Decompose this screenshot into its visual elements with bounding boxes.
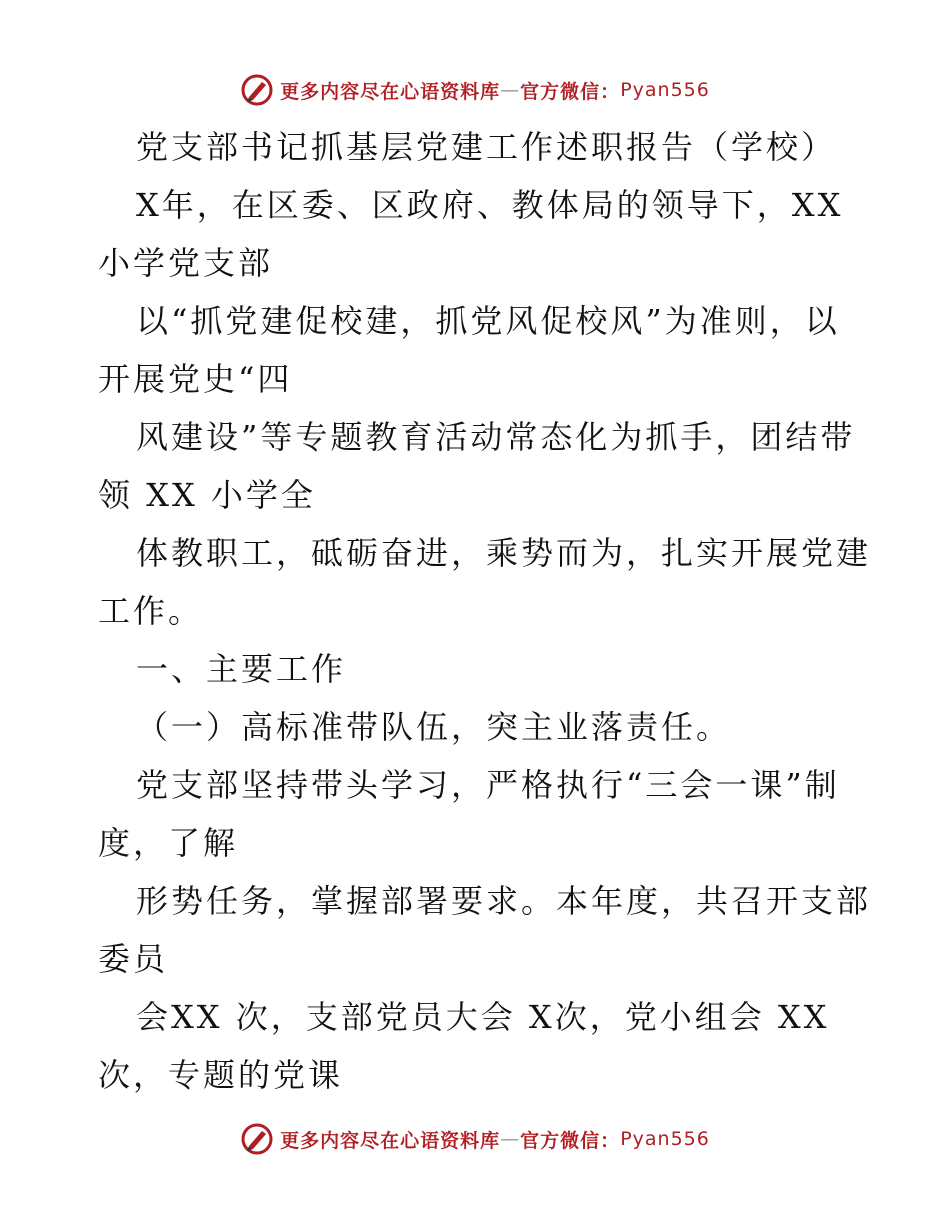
paragraph-line: 小学党支部 <box>98 244 274 282</box>
banner-wechat-label: 官方微信： <box>520 80 621 103</box>
banner-brand-text: 更多内容尽在心语资料库 <box>280 80 501 103</box>
paragraph-line: 形势任务，掌握部署要求。本年度，共召开支部 <box>136 882 872 920</box>
footer-banner <box>0 1119 950 1159</box>
banner-separator: — <box>500 79 521 101</box>
banner-wechat-id: Pyan556 <box>620 1128 710 1150</box>
paragraph-line: 工作。 <box>98 592 204 630</box>
paragraph-line: 体教职工，砥砺奋进，乘势而为，扎实开展党建 <box>136 534 872 572</box>
paragraph-line: 风建设”等专题教育活动常态化为抓手，团结带 <box>136 418 856 456</box>
paragraph-line: 以“抓党建促校建，抓党风促校风”为准则，以 <box>136 302 840 340</box>
paragraph-line: 开展党史“四 <box>98 360 293 398</box>
banner-separator: — <box>500 1128 521 1150</box>
pen-logo-icon <box>240 1122 274 1156</box>
paragraph-line: X年，在区委、区政府、教体局的领导下，XX <box>136 186 844 224</box>
paragraph-line: 度，了解 <box>98 824 239 862</box>
banner-wechat-id: Pyan556 <box>620 79 710 101</box>
section-heading: 一、主要工作 <box>136 650 347 688</box>
banner-wechat-label: 官方微信： <box>520 1129 621 1152</box>
pen-logo-icon <box>240 73 274 107</box>
banner-brand-text: 更多内容尽在心语资料库 <box>280 1129 501 1152</box>
paragraph-line: 次，专题的党课 <box>98 1056 344 1094</box>
paragraph-line: 会XX 次，支部党员大会 X次，党小组会 XX <box>136 998 830 1036</box>
document-title: 党支部书记抓基层党建工作述职报告（学校） <box>136 128 837 166</box>
document-body <box>98 118 872 1104</box>
paragraph-line: 领 XX 小学全 <box>98 476 316 514</box>
header-banner <box>0 70 950 110</box>
subsection-heading: （一）高标准带队伍，突主业落责任。 <box>136 708 732 746</box>
paragraph-line: 委员 <box>98 940 169 978</box>
paragraph-line: 党支部坚持带头学习，严格执行“三会一课”制 <box>136 766 840 804</box>
